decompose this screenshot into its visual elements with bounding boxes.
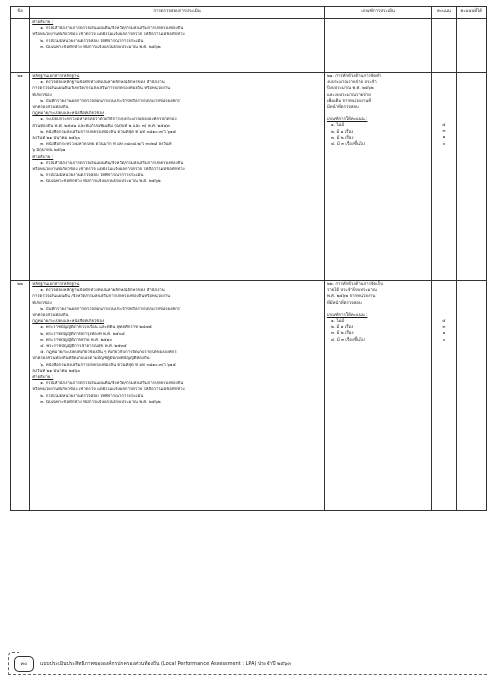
scoring-item: ๒. มี ๑ เรื่อง [330, 129, 354, 135]
criteria-cell [324, 281, 431, 511]
criteria-cell [324, 19, 431, 73]
score-value: ๑ [442, 135, 446, 141]
law-line: ๒. หนังสือกรมส่งเสริมการปกครองท้องถิ่น ด่วนที่สุด ที่ มท ๐๘๑๐.๓/ว ๖๑๕ [40, 129, 176, 135]
criteria-title-line: ๒๑. การทักท้วงด้านการจัดทำ [326, 74, 382, 79]
table-row-22 [11, 281, 487, 511]
description-line: ๑. กรณีสำนักงานการตรวจเงินแผ่นดิน/จังหวัด/กรมส่งเสริมการปกครองท้องถิ่น [40, 26, 184, 32]
scoring-item: ๑. ไม่มี [330, 319, 345, 325]
law-line: ปกครองส่วนท้องถิ่นที่จัดเก็บเองตามบัญชีคู่มือ/เทศบัญญัติท้องถิ่น [32, 356, 150, 362]
description-line: หรือหน่วยงานที่เกี่ยวข้อง เข้าตรวจ แต่ยังไม่แจ้งผลการตรวจ ให้ถือว่าไม่มีข้อทักท้วง [32, 167, 185, 173]
page-footer [8, 652, 487, 680]
docs-line: ๒. บันทึกรายงานผลการตรวจสอบภายในประจำปีหรือรายไตรมาสขององค์กร [40, 306, 180, 312]
footer-text: แบบประเมินประสิทธิภาพขององค์กรปกครองส่วนท้องถิ่น (Local Performance Assessment : LPA) ประจำปี ๒๕๖๓ [40, 661, 291, 667]
docs-line: การตรวจเงินแผ่นดิน /จังหวัด/กรมส่งเสริมการปกครองท้องถิ่นหรือหน่วยงาน [32, 294, 171, 300]
criteria-title-line: ๒๒. การทักท้วงด้านการจัดเก็บ [326, 282, 384, 287]
description-line: ๓. นับเฉพาะข้อทักท้วง ที่มีการแจ้งผลในปีงบประมาณ พ.ศ. ๒๕๖๒ [40, 179, 161, 185]
scoring-item: ๓. มี ๒ เรื่อง [330, 331, 354, 337]
description-line: ๓. นับเฉพาะข้อทักท้วง ที่มีการแจ้งผลในปีงบประมาณ พ.ศ. ๒๕๖๒ [40, 399, 161, 405]
description-heading: คำอธิบาย : [32, 154, 54, 160]
docs-line: ปกครองส่วนท้องถิ่น [32, 105, 69, 111]
law-line: ๑. ระเบียบกระทรวงมหาดไทยว่าด้วยวิธีการงบประมาณขององค์กรปกครอง [40, 117, 177, 123]
score-got-cell [456, 281, 486, 511]
law-line: ๓. พระราชบัญญัติภาษีป้าย พ.ศ. ๒๕๑๐ [40, 337, 113, 343]
criteria-title-line: พ.ศ. ๒๕๖๒ จากหน่วยงาน [326, 294, 376, 300]
law-line: ส่วนท้องถิ่น พ.ศ. ๒๕๔๑ และที่แก้ไขเพิ่มเติม (ฉบับที่ ๒ และ ๓) พ.ศ. ๒๕๔๓ [32, 123, 170, 129]
score-value: ๓ [442, 129, 446, 135]
criteria-title-line: ปีงบประมาณ พ.ศ. ๒๕๖๒ [326, 86, 374, 92]
docs-heading: หลักฐานเอกสาร/หลักฐาน [32, 282, 80, 287]
assessment-table [10, 6, 487, 511]
description-line: หรือหน่วยงานที่เกี่ยวข้อง เข้าตรวจ แต่ยังไม่แจ้งผลการตรวจ ให้ถือว่าไม่มีข้อทักท้วง [32, 387, 185, 393]
score-value: ๕ [442, 123, 446, 128]
criteria-title-line: และงบประมาณรายจ่าย [326, 92, 371, 98]
law-line: ๕. กฎหมาย/ระเบียบที่เกี่ยวข้องอื่น ๆ ที่เกี่ยวกับการจัดเก็บรายได้ขององค์กร [40, 350, 177, 356]
criteria-title-line: ที่มีหน้าที่ตรวจสอบ [326, 300, 362, 306]
law-line: ลงวันที่ ๒๑ มีนาคม ๒๕๖๐ [32, 368, 81, 374]
law-line: ลงวันที่ ๒๑ มีนาคม ๒๕๖๐ [32, 136, 81, 142]
description-line: ๓. นับเฉพาะข้อทักท้วง ที่มีการแจ้งผลในปีงบประมาณ พ.ศ. ๒๕๖๒ [40, 44, 161, 50]
item-number: ๒๑ [11, 73, 30, 281]
docs-line: ๑. ตรวจสอบหลักฐานข้อทักท้วงที่เป็นลายลักษณ์อักษรของ สำนักงาน [40, 288, 165, 294]
description-heading: คำอธิบาย : [32, 375, 54, 381]
header-procedure: การตรวจสอบการประเมิน [30, 7, 325, 19]
description-line: ๑. กรณีสำนักงานการตรวจเงินแผ่นดิน/จังหวัด/กรมส่งเสริมการปกครองท้องถิ่น [40, 381, 184, 387]
scoring-item: ๔. มี ๓ เรื่องขึ้นไป [330, 142, 365, 148]
score-value: ๕ [442, 319, 446, 324]
table-header-row [11, 7, 487, 19]
scoring-item: ๔. มี ๓ เรื่องขึ้นไป [330, 337, 365, 343]
scoring-item: ๓. มี ๒ เรื่อง [330, 135, 354, 141]
law-line: ๓. หนังสือกระทรวงมหาดไทย ด่วนมาก ที่ มท ๐๘๐๘.๒/ว ๓๐๒๘ ลงวันที่ [40, 142, 172, 148]
docs-line: ๑. ตรวจสอบหลักฐานข้อทักท้วงที่เป็นลายลักษณ์อักษรของ สำนักงาน [40, 80, 165, 86]
procedure-cell [30, 281, 325, 511]
header-criteria: เกณฑ์การประเมิน [324, 7, 431, 19]
criteria-title-line: รายได้ ประจำปีงบประมาณ [326, 288, 377, 294]
docs-line: ที่เกี่ยวข้อง [32, 300, 52, 306]
score-got-cell [456, 73, 486, 281]
score-cell [432, 73, 456, 281]
description-heading: คำอธิบาย : [32, 20, 54, 25]
criteria-cell [324, 73, 431, 281]
docs-line: ปกครองส่วนท้องถิ่น [32, 313, 69, 319]
item-number: ๒๒ [11, 281, 30, 511]
scoring-heading: เกณฑ์การให้คะแนน : [326, 312, 368, 318]
description-line: ๒. กรณีไม่มีหน่วยงานตรวจสอบ ให้พิจารณาการประเมิน [40, 173, 144, 179]
score-value: ๐ [442, 141, 446, 147]
docs-line: ที่เกี่ยวข้อง [32, 92, 52, 98]
scoring-heading: เกณฑ์การให้คะแนน : [326, 117, 368, 123]
table-row-21 [11, 73, 487, 281]
description-line: ๒. กรณีไม่มีหน่วยงานตรวจสอบ ให้พิจารณาการประเมิน [40, 393, 144, 399]
law-line: ๑. พระราชบัญญัติภาษีโรงเรือน และที่ดิน พุทธศักราช ๒๔๗๕ [40, 325, 152, 331]
description-line: ๒. กรณีไม่มีหน่วยงานตรวจสอบ ให้พิจารณาการประเมิน [40, 38, 144, 44]
header-score: คะแนน [432, 7, 456, 19]
law-line: ๒. พระราชบัญญัติภาษีบำรุงท้องที่ พ.ศ. ๒๕๐๘ [40, 331, 125, 337]
docs-line: ๒. บันทึกรายงานผลการตรวจสอบภายในประจำปีหรือรายไตรมาสขององค์กร [40, 98, 180, 104]
procedure-cell [30, 73, 325, 281]
score-got-cell [456, 19, 486, 73]
description-line: ๑. กรณีสำนักงานการตรวจเงินแผ่นดิน/จังหวัด/กรมส่งเสริมการปกครองท้องถิ่น [40, 160, 184, 166]
law-line: ๖. หนังสือกรมส่งเสริมการปกครองท้องถิ่น ด่วนที่สุด ที่ มท ๐๘๑๐.๓/ว ๖๑๕ [40, 362, 176, 368]
scoring-item: ๒. มี ๑ เรื่อง [330, 325, 354, 331]
header-score-got: คะแนนที่ได้ [456, 7, 486, 19]
no-cell [11, 19, 30, 73]
page-number: ๓๐ [14, 656, 34, 672]
criteria-title-line: เพิ่มเติม จากหน่วยงานที่ [326, 98, 372, 104]
docs-heading: หลักฐานเอกสาร/หลักฐาน [32, 74, 80, 79]
assessment-sheet [10, 6, 487, 511]
score-value: ๐ [442, 337, 446, 343]
score-value: ๓ [442, 325, 446, 331]
score-cell [432, 281, 456, 511]
footer-divider [8, 674, 487, 675]
procedure-cell [30, 19, 325, 73]
law-line: ๖ มิถุนายน ๒๕๖๑ [32, 148, 66, 154]
law-heading: กฎหมาย/ระเบียบและหนังสือที่เกี่ยวข้อง [32, 111, 105, 117]
header-no: ข้อ [11, 7, 30, 19]
law-heading: กฎหมาย/ระเบียบและหนังสือที่เกี่ยวข้อง [32, 319, 105, 325]
criteria-title-line: งบประมาณรายจ่าย ประจำ [326, 80, 377, 86]
docs-line: การตรวจเงินแผ่นดิน/จังหวัด/กรมส่งเสริมการปกครองท้องถิ่น หรือหน่วยงาน [32, 86, 171, 92]
score-value: ๑ [442, 331, 446, 337]
scoring-item: ๑. ไม่มี [330, 123, 345, 129]
description-line: หรือหน่วยงานที่เกี่ยวข้อง เข้าตรวจ แต่ยังไม่แจ้งผลการตรวจ ให้ถือว่าไม่มีข้อทักท้วง [32, 32, 185, 38]
criteria-title-line: มีหน้าที่ตรวจสอบ [326, 105, 359, 111]
law-line: ๔. พระราชบัญญัติการสาธารณสุข พ.ศ. ๒๕๓๕ [40, 344, 127, 350]
table-row-continuation [11, 19, 487, 73]
score-cell [432, 19, 456, 73]
